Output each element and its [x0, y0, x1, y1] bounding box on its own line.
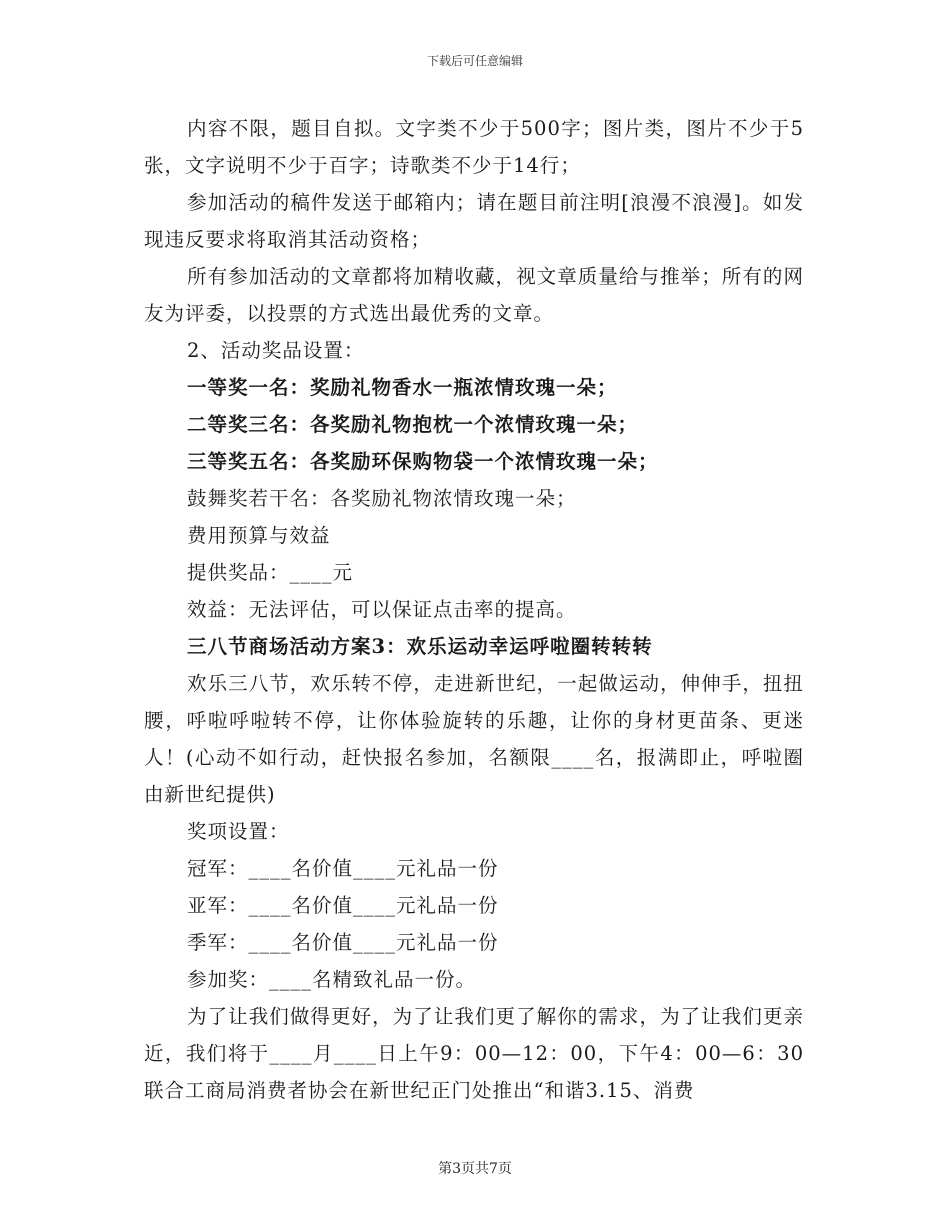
page-footer: 第3页共7页	[438, 1161, 512, 1177]
paragraph-third-place: 季军：____名价值____元礼品一份	[187, 931, 499, 954]
paragraph-budget-heading: 费用预算与效益	[187, 524, 331, 547]
paragraph-hula-hoop-intro: 欢乐三八节，欢乐转不停，走进新世纪，一起做运动，伸伸手，扭扭腰，呼啦呼啦转不停，让你体验旋转的乐趣，让你的身材更苗条、更迷人！(心动不如行动，赶快报名参加，名额限____名，报满即止，呼啦圈由新世纪提供)	[144, 672, 804, 806]
paragraph-prize-heading: 2、活动奖品设置：	[187, 339, 365, 362]
paragraph-event-notice: 为了让我们做得更好，为了让我们更了解你的需求，为了让我们更亲近，我们将于____月____日上午9：00—12：00，下午4：00—6：30联合工商局消费者协会在新世纪正门处推出“和谐3.15、消费	[144, 1005, 804, 1102]
paragraph-runner-up: 亚军：____名价值____元礼品一份	[187, 894, 499, 917]
section-heading-plan-3: 三八节商场活动方案3：欢乐运动幸运呼啦圈转转转	[187, 635, 653, 658]
paragraph-benefit: 效益：无法评估，可以保证点击率的提高。	[187, 598, 577, 621]
paragraph-collection: 所有参加活动的文章都将加精收藏，视文章质量给与推举；所有的网友为评委，以投票的方式选出最优秀的文章。	[144, 265, 804, 325]
paragraph-second-prize: 二等奖三名：各奖励礼物抱枕一个浓情玫瑰一朵；	[187, 413, 639, 436]
paragraph-first-prize: 一等奖一名：奖励礼物香水一瓶浓情玫瑰一朵；	[187, 376, 618, 399]
paragraph-encouragement-prize: 鼓舞奖若干名：各奖励礼物浓情玫瑰一朵；	[187, 487, 577, 510]
paragraph-award-heading: 奖项设置：	[187, 820, 290, 843]
page-header: 下载后可任意编辑	[426, 54, 523, 68]
paragraph-submission: 参加活动的稿件发送于邮箱内；请在题目前注明[浪漫不浪漫]。如发现违反要求将取消其活动资格；	[144, 191, 804, 251]
paragraph-champion: 冠军：____名价值____元礼品一份	[187, 857, 499, 880]
paragraph-participation-prize: 参加奖：____名精致礼品一份。	[187, 968, 477, 991]
paragraph-prize-cost: 提供奖品：____元	[187, 561, 354, 584]
paragraph-content-rules: 内容不限，题目自拟。文字类不少于500字；图片类，图片不少于5张，文字说明不少于百字；诗歌类不少于14行；	[144, 117, 804, 177]
document-body	[144, 110, 804, 1109]
paragraph-third-prize: 三等奖五名：各奖励环保购物袋一个浓情玫瑰一朵；	[187, 450, 659, 473]
